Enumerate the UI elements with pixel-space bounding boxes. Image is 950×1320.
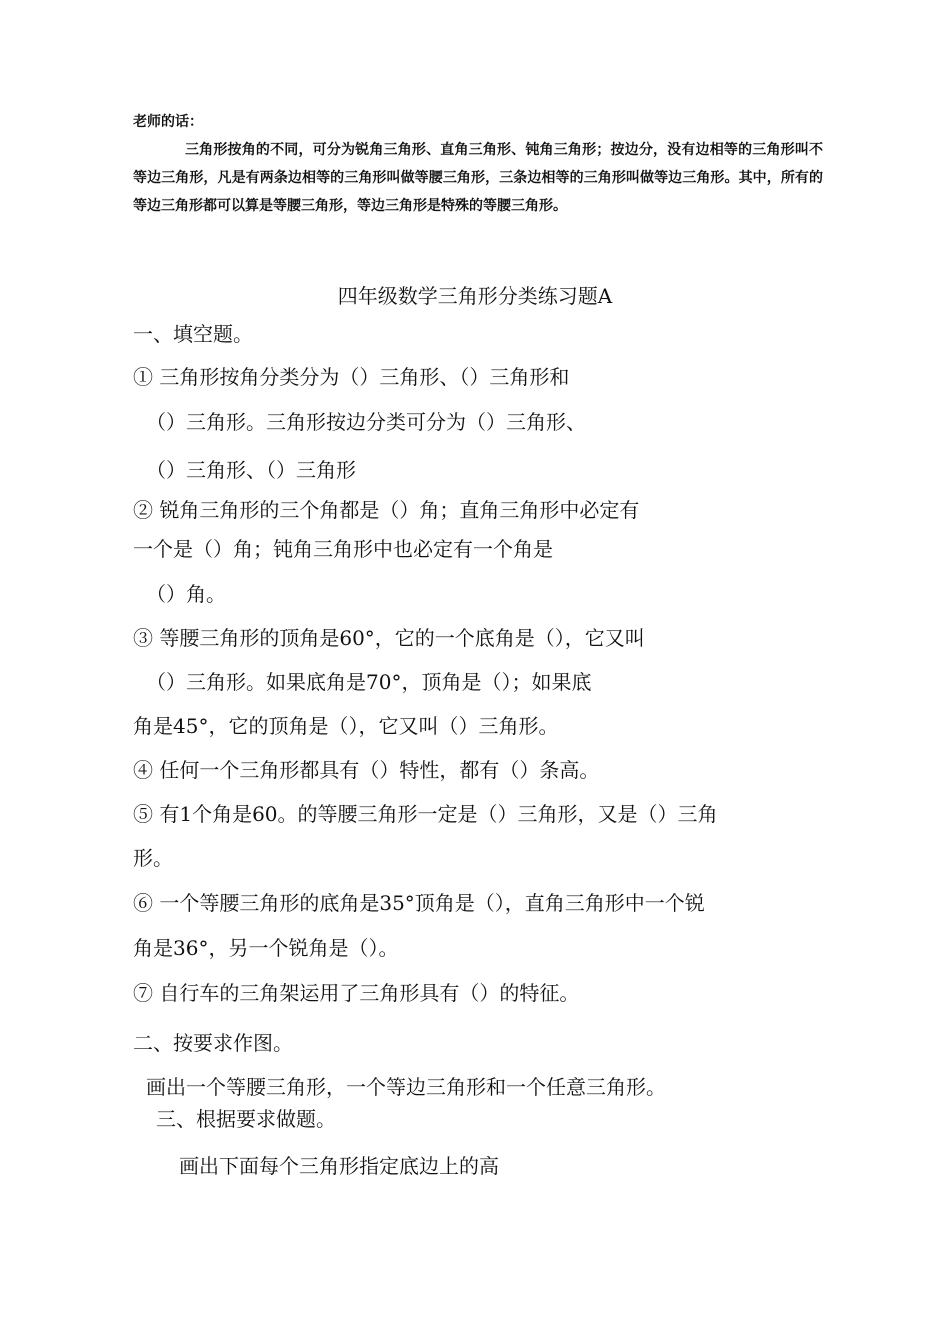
question-3-line-1: ③ 等腰三角形的顶角是60°，它的一个底角是（），它又叫 xyxy=(133,626,645,650)
section-heading-tasks: 三、根据要求做题。 xyxy=(156,1107,336,1131)
section-heading-drawing: 二、按要求作图。 xyxy=(133,1031,293,1055)
teacher-note-label: 老师的话： xyxy=(133,114,203,130)
question-6-line-2: 角是36°，另一个锐角是（）。 xyxy=(133,936,399,960)
question-1-line-3: （）三角形、（）三角形 xyxy=(146,458,356,482)
task-instruction: 画出下面每个三角形指定底边上的高 xyxy=(179,1154,499,1178)
teacher-note-text: 三角形按角的不同，可分为锐角三角形、直角三角形、钝角三角形；按边分，没有边相等的三角形叫不等边三角形，凡是有两条边相等的三角形叫做等腰三角形，三条边相等的三角形叫做等边三角形。其中，所有的等边三角形都可以算是等腰三角形，等边三角形是特殊的等腰三角形。 xyxy=(133,142,823,214)
question-1-line-1: ① 三角形按角分类分为（）三角形、（）三角形和 xyxy=(133,365,570,389)
question-3-line-3: 角是45°，它的顶角是（），它又叫（）三角形。 xyxy=(133,714,559,738)
question-6-line-1: ⑥ 一个等腰三角形的底角是35°顶角是（），直角三角形中一个锐 xyxy=(133,891,705,915)
question-7: ⑦ 自行车的三角架运用了三角形具有（）的特征。 xyxy=(133,981,580,1005)
question-1-line-2: （）三角形。三角形按边分类可分为（）三角形、 xyxy=(146,410,586,434)
question-2-line-1: ② 锐角三角形的三个角都是（）角；直角三角形中必定有 xyxy=(133,498,640,522)
page-title: 四年级数学三角形分类练习题A xyxy=(337,284,613,308)
question-5-line-2: 形。 xyxy=(133,846,173,870)
question-4: ④ 任何一个三角形都具有（）特性，都有（）条高。 xyxy=(133,758,600,782)
section-heading-fill-blank: 一、填空题。 xyxy=(133,322,253,346)
question-2-line-3: （）角。 xyxy=(146,582,226,606)
drawing-instruction: 画出一个等腰三角形，一个等边三角形和一个任意三角形。 xyxy=(146,1075,666,1099)
question-5-line-1: ⑤ 有1个角是60。的等腰三角形一定是（）三角形，又是（）三角 xyxy=(133,802,718,826)
question-2-line-2: 一个是（）角；钝角三角形中也必定有一个角是 xyxy=(133,537,553,561)
question-3-line-2: （）三角形。如果底角是70°，顶角是（）；如果底 xyxy=(146,670,592,694)
